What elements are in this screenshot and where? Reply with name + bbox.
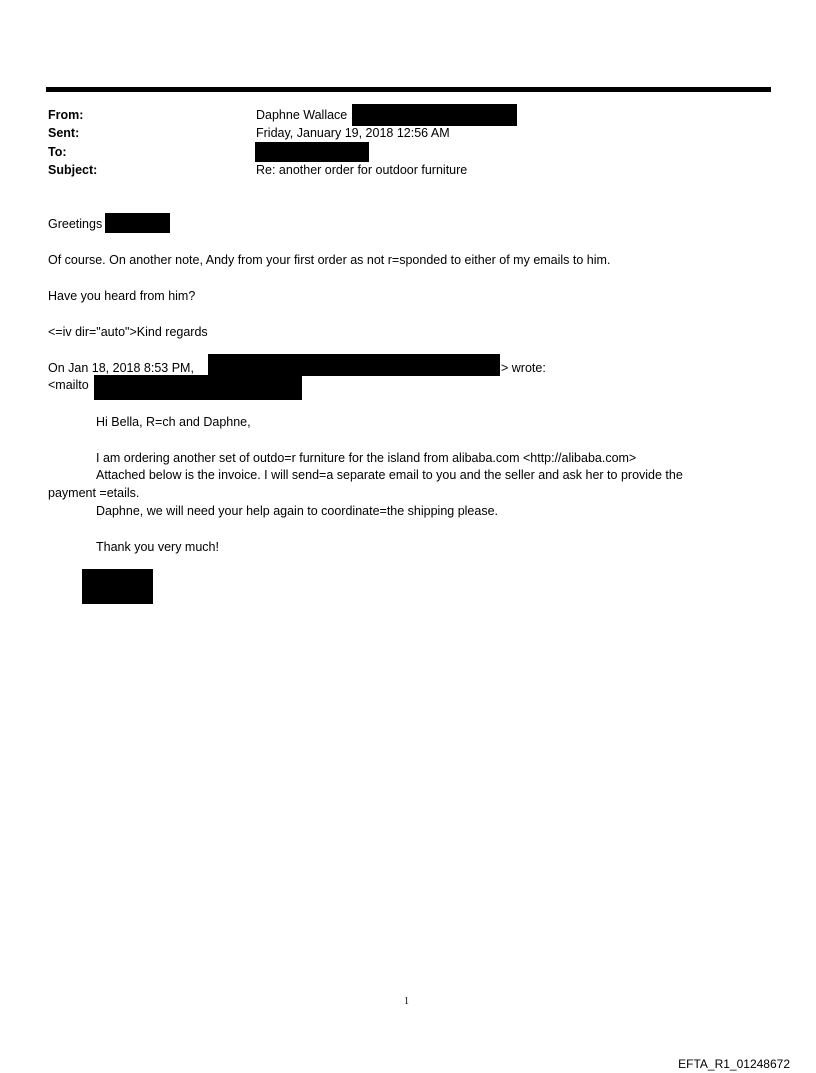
redaction-signature [82,569,153,604]
quoted-paragraph-4: Thank you very much! [96,540,219,554]
body-line-2: Have you heard from him? [48,289,196,303]
sent-label: Sent: [48,126,80,140]
page-number: 1 [404,996,409,1007]
quoted-paragraph-2b: payment =etails. [48,486,140,500]
document-id: EFTA_R1_01248672 [678,1057,790,1071]
redaction-quote-sender [208,354,500,376]
greeting: Greetings [48,217,103,231]
quoted-salutation: Hi Bella, R=ch and Daphne, [96,415,251,429]
mailto-text: <mailto [48,378,89,392]
subject-label: Subject: [48,163,98,177]
redaction-mailto [94,375,302,400]
body-line-1: Of course. On another note, Andy from your first order as not r=sponded to either of my emails to him. [48,253,611,267]
to-label: To: [48,145,67,159]
body-line-3: <=iv dir="auto">Kind regards [48,325,208,339]
quote-intro-suffix: > wrote: [501,361,546,375]
header-rule [46,87,771,92]
subject-value: Re: another order for outdoor furniture [256,163,468,177]
redaction-to [255,142,369,162]
from-label: From: [48,108,84,122]
sent-value: Friday, January 19, 2018 12:56 AM [256,126,450,140]
quoted-paragraph-3: Daphne, we will need your help again to coordinate=the shipping please. [96,504,499,518]
redaction-from-email [352,104,517,126]
quoted-paragraph-1: I am ordering another set of outdo=r furniture for the island from alibaba.com <http://alibaba.com> [96,451,637,465]
quote-intro-prefix: On Jan 18, 2018 8:53 PM, [48,361,194,375]
quoted-paragraph-2a: Attached below is the invoice. I will send=a separate email to you and the seller and ask her to provide the [96,468,683,482]
from-value: Daphne Wallace [256,108,348,122]
redaction-greeting-name [105,213,170,233]
